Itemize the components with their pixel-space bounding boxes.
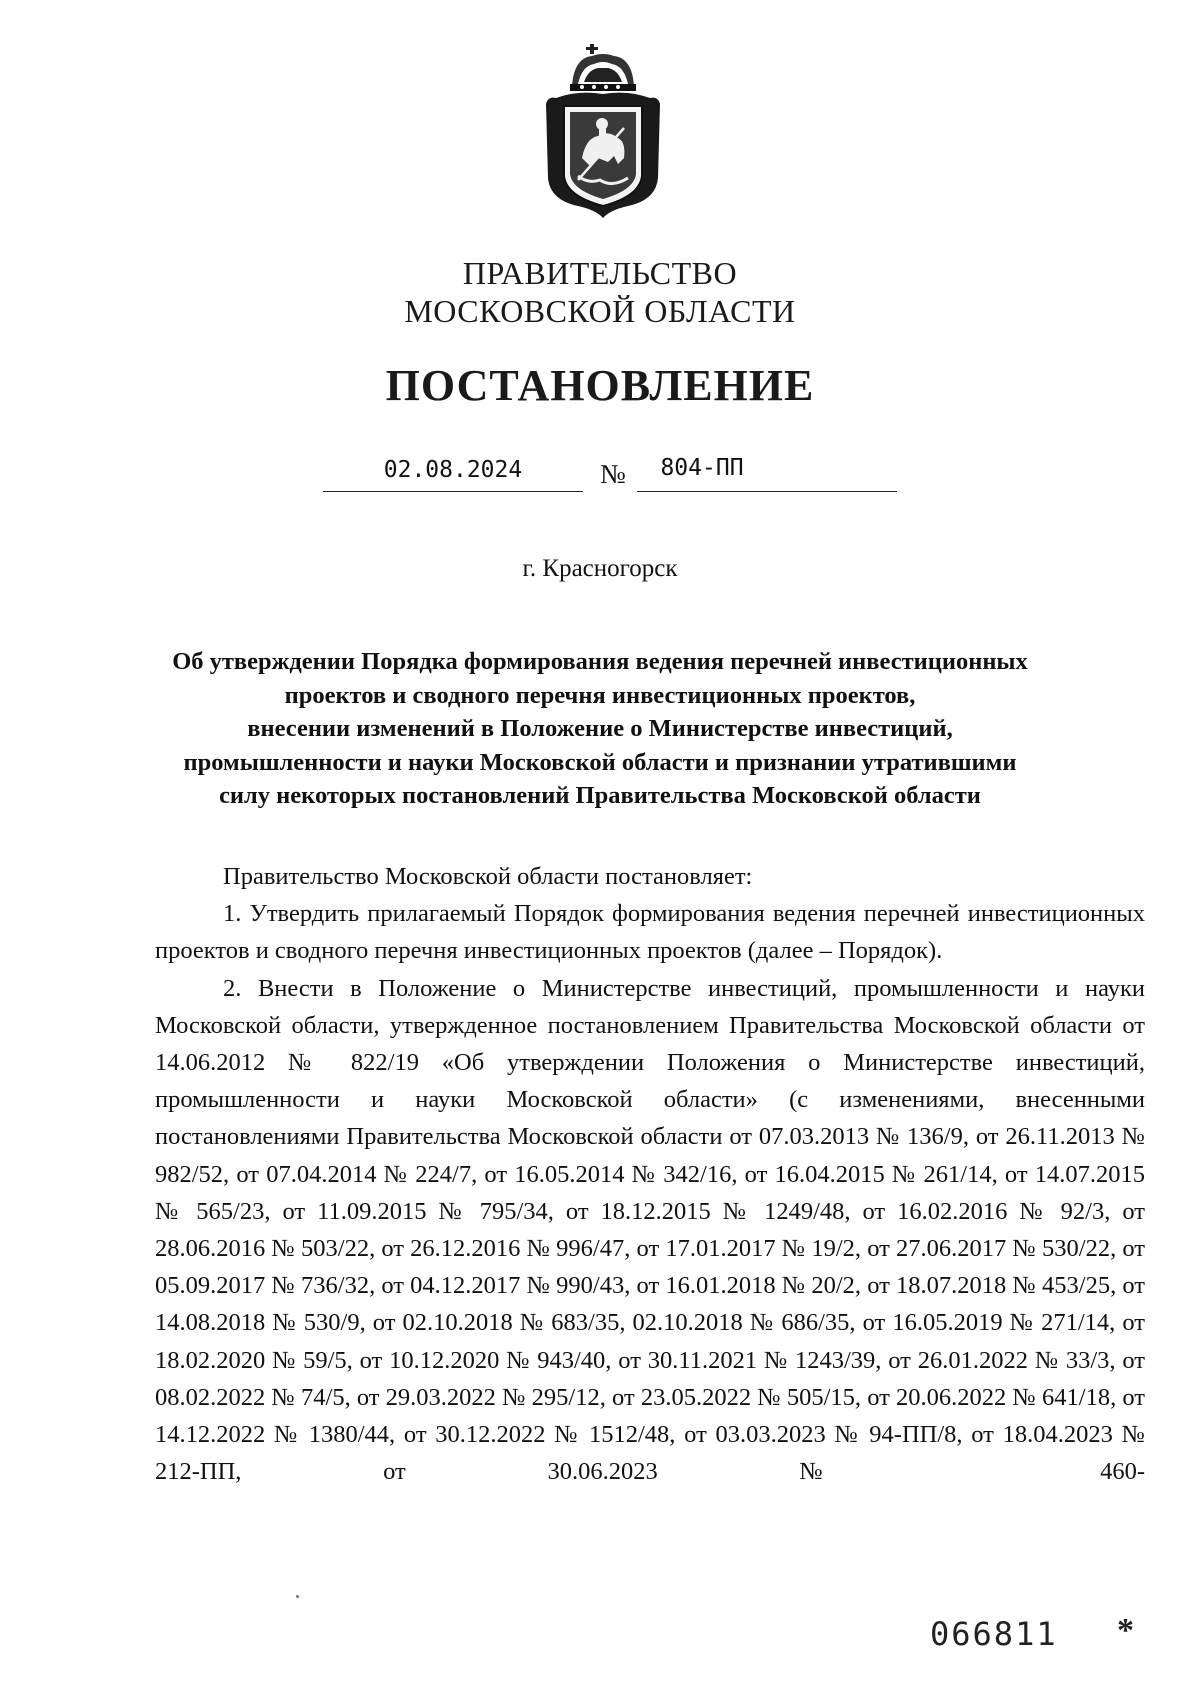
body-item-1: 1. Утвердить прилагаемый Порядок формирования ведения перечней инвестиционных проектов и сводного перечня инвестиционных проектов (далее – Порядок). — [155, 900, 1145, 965]
asterisk-mark: * — [1117, 1612, 1134, 1649]
scan-speck — [296, 1595, 299, 1598]
document-date: 02.08.2024 — [383, 457, 523, 483]
date-number-row — [0, 455, 1200, 500]
serial-number: 066811 — [930, 1615, 1058, 1653]
document-subject — [130, 645, 1070, 813]
city-name: г. Красногорск — [522, 555, 678, 582]
subject-line: Об утверждении Порядка формирования ведения перечней инвестиционных — [172, 648, 1028, 675]
number-sign: № — [600, 459, 626, 489]
document-body — [155, 858, 1145, 1490]
body-item-2: 2. Внести в Положение о Министерстве инвестиций, промышленности и науки Московской области, утвержденное постановлением Правительства Московской области от 14.06.2012 № 822/19 «Об утверждении Положения о Министерстве инвестиций, промышленности и науки Московской области» (с изменениями, внесенными постановлениями Правительства Московской области от 07.03.2013 № 136/9, от 26.11.2013 № 982/52, от 07.04.2014 № 224/7, от 16.05.2014 № 342/16, от 16.04.2015 № 261/14, от 14.07.2015 № 565/23, от 11.09.2015 № 795/34, от 18.12.2015 № 1249/48, от 16.02.2016 № 92/3, от 28.06.2016 № 503/22, от 26.12.2016 № 996/47, от 17.01.2017 № 19/2, от 27.06.2017 № 530/22, от 05.09.2017 № 736/32, от 04.12.2017 № 990/43, от 16.01.2018 № 20/2, от 18.07.2018 № 453/25, от 14.08.2018 № 530/9, от 02.10.2018 № 683/35, 02.10.2018 № 686/35, от 16.05.2019 № 271/14, от 18.02.2020 № 59/5, от 10.12.2020 № 943/40, от 30.11.2021 № 1243/39, от 26.01.2022 № 33/3, от 08.02.2022 № 74/5, от 29.03.2022 № 295/12, от 23.05.2022 № 505/15, от 20.06.2022 № 641/18, от 14.12.2022 № 1380/44, от 30.12.2022 № 1512/48, от 03.03.2023 № 94-ПП/8, от 18.04.2023 № 212-ПП, от 30.06.2023 № 460- — [155, 974, 1145, 1486]
coat-of-arms-emblem — [538, 38, 668, 220]
subject-line: силу некоторых постановлений Правительства Московской области — [219, 782, 981, 809]
date-underline — [323, 491, 583, 492]
number-underline — [637, 491, 897, 492]
subject-line: промышленности и науки Московской области и признании утратившими — [183, 748, 1017, 776]
document-number: 804-ПП — [660, 455, 744, 481]
crown-icon — [570, 44, 636, 91]
government-name-line1: ПРАВИТЕЛЬСТВО — [462, 255, 738, 291]
government-name-line2: МОСКОВСКОЙ ОБЛАСТИ — [404, 293, 796, 329]
subject-line: проектов и сводного перечня инвестиционных проектов, — [284, 681, 916, 709]
document-type-title: ПОСТАНОВЛЕНИЕ — [385, 361, 815, 410]
body-intro: Правительство Московской области постановляет: — [223, 863, 753, 890]
subject-line: внесении изменений в Положение о Министерстве инвестиций, — [247, 715, 953, 742]
